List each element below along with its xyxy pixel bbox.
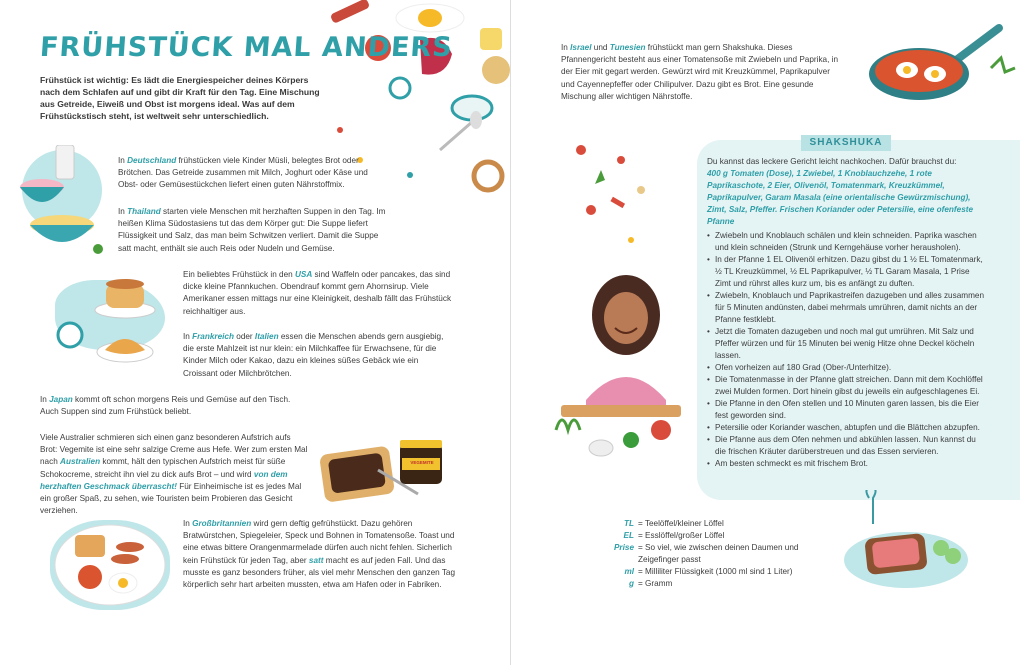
country-great-britain: Großbritannien bbox=[192, 519, 252, 528]
vegemite-toast-illustration bbox=[318, 440, 458, 502]
legend-row bbox=[606, 542, 836, 566]
legend-desc: = Milliliter Flüssigkeit (1000 ml sind 1 Liter) bbox=[638, 567, 793, 576]
recipe-step: • Ofen vorheizen auf 180 Grad (Ober-/Unterhitze). bbox=[707, 362, 987, 374]
recipe-step: • Die Pfanne aus dem Ofen nehmen und abkühlen lassen. Nun kannst du die frischen Kräuter darüberstreuen und das Essen servieren. bbox=[707, 434, 987, 458]
legend-row bbox=[606, 566, 836, 578]
country-australia: Australien bbox=[60, 457, 101, 467]
legend-row bbox=[606, 530, 836, 542]
thailand-paragraph: In Thailand starten viele Menschen mit herzhaften Suppen in den Tag. Im heißen Klima Südostasiens tut das dem Körper gut: Die Suppe liefert Flüssigkeit und Salz, das man beim Schwitzen verliert. Damit die Suppe satt macht, enthält sie auch Reis oder Nudeln und Gemüse. bbox=[118, 207, 386, 253]
legend-abbr: Prise bbox=[613, 543, 634, 552]
country-japan: Japan bbox=[49, 395, 73, 404]
recipe-step: • Zwiebeln und Knoblauch schälen und klein schneiden. Paprika waschen und klein schneiden (Strunk und Kerngehäuse vorher herausholen). bbox=[707, 230, 987, 254]
recipe-steps bbox=[707, 230, 987, 470]
recipe-title: SHAKSHUKA bbox=[801, 135, 891, 151]
country-tunisia: Tunesien bbox=[609, 43, 646, 52]
shakshuka-pan-illustration bbox=[851, 14, 1020, 114]
english-breakfast-illustration bbox=[45, 515, 175, 615]
legend-abbr: EL bbox=[623, 531, 634, 540]
vegemite-jar-label: VEGEMITE bbox=[410, 460, 434, 465]
recipe-step: • Jetzt die Tomaten dazugeben und noch mal gut umrühren. Mit Salz und Pfeffer würzen und für 15 Minuten bei wenig Hitze ohne Deckel köcheln lassen. bbox=[707, 326, 987, 362]
recipe-step: • Am besten schmeckt es mit frischem Brot. bbox=[707, 458, 987, 470]
page-title: FRÜHSTÜCK MAL ANDERS bbox=[38, 32, 454, 63]
japan-paragraph: In Japan kommt oft schon morgens Reis und Gemüse auf den Tisch. Auch Suppen sind zum Frühstück beliebt. bbox=[40, 395, 291, 417]
usa-paragraph: Ein beliebtes Frühstück in den USA sind Waffeln oder pancakes, das sind dicke kleine Pfannkuchen. Obendrauf kommt gern Ahornsirup. Viele Amerikaner essen mittags nur eine Kleinigkeit, deshalb fällt das Frühstück reichhaltiger aus. bbox=[183, 270, 452, 316]
country-france: Frankreich bbox=[192, 332, 234, 341]
ingredients-list: 400 g Tomaten (Dose), 1 Zwiebel, 1 Knoblauchzehe, 1 rote Paprikaschote, 2 Eier, Olivenöl, Tomatenmark, Kreuzkümmel, Paprikapulver, Garam Masala (eine orientalische Gewürzmischung), Zimt, Salz, Pfeffer. Frischen Koriander oder Petersilie, eine ofenfeste Pfanne bbox=[707, 169, 974, 226]
legend-desc: = Teelöffel/kleiner Löffel bbox=[638, 519, 724, 528]
australia-paragraph: Viele Australier schmieren sich einen ganz besonderen Aufstrich aufs Brot: Vegemite ist eine sehr salzige Creme aus Hefe. Wer zum ersten Mal nach Australien kommt, hält den typischen Aufstrich meist für süße Schokocreme, streicht ihn viel zu dick aufs Brot – und wird von dem herzhaften Geschmack überrascht! Für Einheimische ist es jedes Mal ein großer Spaß, zu sehen, wie Touristen beim Probieren das Gesicht verziehen. bbox=[40, 433, 308, 516]
legend-row bbox=[606, 518, 836, 530]
abbreviation-legend bbox=[606, 518, 836, 590]
country-germany: Deutschland bbox=[127, 156, 177, 165]
france-paragraph: In Frankreich oder Italien essen die Menschen abends gern ausgiebig, die erste Mahlzeit ist nur klein: ein Milchkaffee für Erwachsene, für die Kinder Milch oder Kakao, dazu ein kleines süßes Gebäck wie ein Croissant oder Milchbrötchen. bbox=[183, 332, 444, 378]
intro-text: Frühstück ist wichtig: Es lädt die Energiespeicher deines Körpers nach dem Schlafen auf und gibt dir Kraft für den Tag. Eine Mischung aus Getreide, Eiweiß und Obst ist morgens ideal. Was auf dem Frühstückstisch steht, ist weltweit sehr unterschiedlich. bbox=[40, 75, 320, 121]
recipe-step: • Petersilie oder Koriander waschen, abtupfen und die Blättchen abzupfen. bbox=[707, 422, 987, 434]
legend-desc: = Esslöffel/großer Löffel bbox=[638, 531, 725, 540]
highlight-satt: satt bbox=[308, 555, 324, 565]
germany-paragraph: In Deutschland frühstücken viele Kinder Müsli, belegtes Brot oder Brötchen. Das Getreide zusammen mit Milch, Joghurt oder Käse und Obst- oder Gemüsestückchen liefert einen guten Nährstoffmix. bbox=[118, 156, 368, 190]
recipe-step: • In der Pfanne 1 EL Olivenöl erhitzen. Dazu gibst du 1 ½ EL Tomatenmark, ½ TL Kreuzkümmel, ½ EL Paprikapulver, ½ TL Garam Masala, 1 Prise Zimt und rührst alles kurz um, bis es anfängt zu duften. bbox=[707, 254, 987, 290]
muesli-soup-illustration bbox=[12, 145, 112, 260]
legend-desc: = Gramm bbox=[638, 579, 673, 588]
legend-abbr: TL bbox=[623, 519, 634, 528]
recipe-step: • Die Pfanne in den Ofen stellen und 10 Minuten garen lassen, bis die Eier fest geworden sind. bbox=[707, 398, 987, 422]
bread-plate-illustration bbox=[831, 490, 981, 600]
country-usa: USA bbox=[294, 270, 313, 279]
ingredients-intro: Du kannst das leckere Gericht leicht nachkochen. Dafür brauchst du: bbox=[707, 157, 957, 166]
legend-abbr: g bbox=[628, 579, 634, 588]
right-page bbox=[510, 0, 1020, 665]
country-thailand: Thailand bbox=[127, 207, 161, 216]
great-britain-paragraph: In Großbritannien wird gern deftig gefrühstückt. Dazu gehören Bratwürstchen, Spiegeleier, Speck und Bohnen in Tomatensoße. Toast und eine etwas bittere Orangenmarmelade dürfen auch nicht fehlen. Sicherlich kein Frühstück für jeden Tag, aber satt macht es auf jeden Fall. Und das musste es ganz besonders früher, als viel mehr Menschen den ganzen Tag körperlich sehr hart arbeiten mussten, etwa am Hafen oder in Fabriken. bbox=[183, 519, 456, 590]
legend-desc: = So viel, wie zwischen deinen Daumen und Zeigefinger passt bbox=[638, 543, 799, 564]
recipe-step: • Zwiebeln, Knoblauch und Paprikastreifen dazugeben und alles zusammen für 5 Minuten andünsten, dabei mehrmals umrühren, damit nichts an der Pfanne festklebt. bbox=[707, 290, 987, 326]
highlight-surprise: von dem herzhaften Geschmack überrascht! bbox=[40, 469, 288, 491]
girl-cooking-illustration bbox=[551, 130, 701, 470]
country-italy: Italien bbox=[254, 332, 279, 341]
recipe-step: • Die Tomatenmasse in der Pfanne glatt streichen. Dann mit dem Kochlöffel zwei Mulden formen. Dort hinein gibst du jeweils ein aufgeschlagenes Ei. bbox=[707, 374, 987, 398]
israel-paragraph: In Israel und Tunesien frühstückt man gern Shakshuka. Dieses Pfannengericht besteht aus einer Tomatensoße mit Zwiebeln und Paprika, in der Eier mit gegart werden. Gewürzt wird mit Kreuzkümmel, Paprikapulver und Cayennepfeffer oder Chilipulver. Dazu gibt es Brot. Eine gesunde Mischung aller wichtigen Nährstoffe. bbox=[561, 43, 839, 101]
legend-row bbox=[606, 578, 836, 590]
pancakes-croissant-illustration bbox=[50, 270, 180, 370]
legend-abbr: ml bbox=[624, 567, 634, 576]
country-israel: Israel bbox=[570, 43, 592, 52]
